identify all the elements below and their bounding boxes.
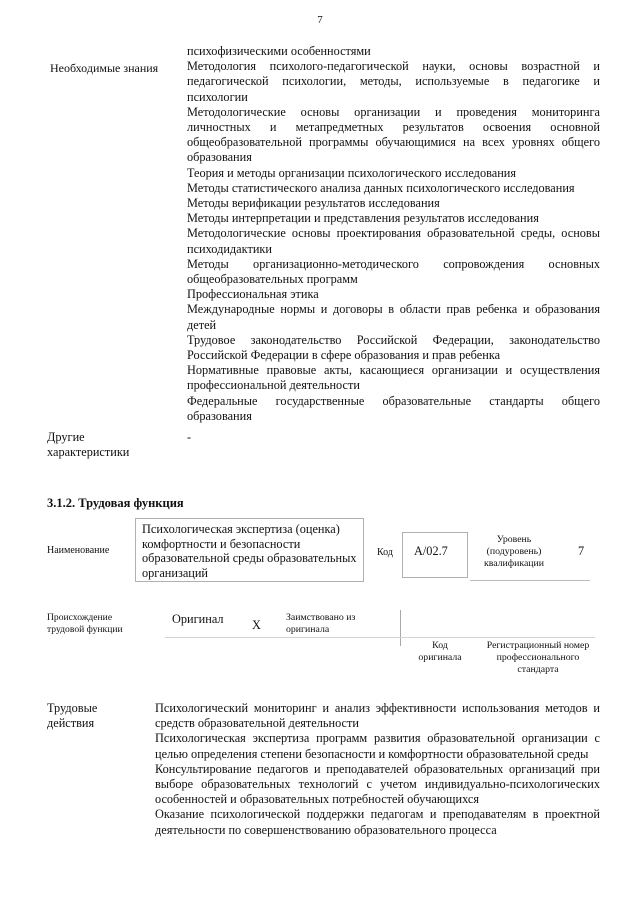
knowledge-item: Методы организационно-методического сопровождения основных общеобразовательных программ [187,256,600,287]
knowledge-item: Методы верификации результатов исследования [187,196,440,211]
knowledge-item: психофизическими особенностями [187,44,371,58]
function-name: Психологическая экспертиза (оценка) комфортности и безопасности образовательной среды образовательных организаций [142,522,357,580]
origin-borrowed-line2: оригинала [286,624,330,635]
action-item: Оказание психологической поддержки педагогам и преподавателям в проектной деятельности по совершенствованию образовательного процесса [155,807,600,837]
origin-code-line2: оригинала [418,652,462,663]
origin-code [410,640,470,664]
origin-mark: X [252,618,261,632]
actions-label [47,701,97,731]
origin-reg-line3: стандарта [517,664,559,675]
knowledge-item: Методы интерпретации и представления результатов исследования [187,211,539,226]
origin-borrowed-line1: Заимствовано из [286,612,356,623]
knowledge-item: Теория и методы организации психологического исследования [187,165,517,180]
code-value: A/02.7 [414,544,448,558]
knowledge-item: Международные нормы и договоры в области прав ребенка и образования детей [187,302,600,332]
level-label-line1: Уровень [496,534,532,545]
actions-label-line1: Трудовые [47,701,98,715]
action-item: Консультирование педагогов и преподавателей образовательных организаций при выборе образовательных технологий с учетом индивидуально-психологических особенностей и образовательных потребностей обучающихся [155,761,600,807]
knowledge-item: Методы статистического анализа данных психологического исследования [187,180,575,195]
name-box [135,518,364,582]
knowledge-item: Федеральные государственные образовательные стандарты общего образования [187,393,600,423]
origin-label-line2: трудовой функции [47,624,123,635]
origin-label [47,612,123,636]
action-item: Психологическая экспертиза программ развития образовательной организации с целью определения степени безопасности и комфортности образовательной среды [155,731,600,761]
code-label: Код [377,547,393,558]
page-number: 7 [317,14,323,26]
origin-original: Оригинал [172,612,224,626]
origin-reg [476,640,600,676]
level-label [478,534,550,570]
level-value: 7 [578,544,585,558]
section-title: 3.1.2. Трудовая функция [47,496,184,510]
knowledge-item: Профессиональная этика [187,287,319,302]
origin-reg-line2: профессионального [496,652,580,663]
other-label-line1: Другие [47,430,85,444]
knowledge-label: Необходимые знания [50,61,159,75]
knowledge-item: Методология психолого-педагогической науки, основы возрастной и педагогической психологии, методы, используемые в педагогике и психологии [187,59,600,104]
knowledge-list [187,44,600,424]
origin-reg-line1: Регистрационный номер [486,640,590,651]
origin-borrowed [286,612,355,636]
actions-list [155,701,600,838]
name-label: Наименование [47,545,110,556]
knowledge-item: Методологические основы организации и проведения мониторинга личностных и метапредметных результатов освоения основной общеобразовательной программы обучающимися на всех уровнях общего образования [187,104,600,165]
level-label-line3: квалификации [483,558,545,569]
origin-underline [165,637,595,638]
actions-label-line2: действия [47,716,95,730]
action-item: Психологический мониторинг и анализ эффективности использования методов и средств образовательной деятельности [155,701,600,731]
level-underline [470,580,590,581]
other-label [47,430,129,460]
origin-code-line1: Код [432,640,448,651]
knowledge-item: Методологические основы проектирования образовательной среды, основы психодидактики [187,226,600,256]
other-value: - [187,430,192,444]
level-label-line2: (подуровень) [486,546,542,557]
knowledge-item: Нормативные правовые акты, касающиеся организации и осуществления профессиональной деятельности [187,363,600,393]
other-label-line2: характеристики [47,445,130,459]
origin-divider [400,610,401,646]
knowledge-item: Трудовое законодательство Российской Федерации, законодательство Российской Федерации в сфере образования и прав ребенка [187,332,600,363]
code-box [402,532,468,578]
origin-label-line1: Происхождение [47,612,113,623]
